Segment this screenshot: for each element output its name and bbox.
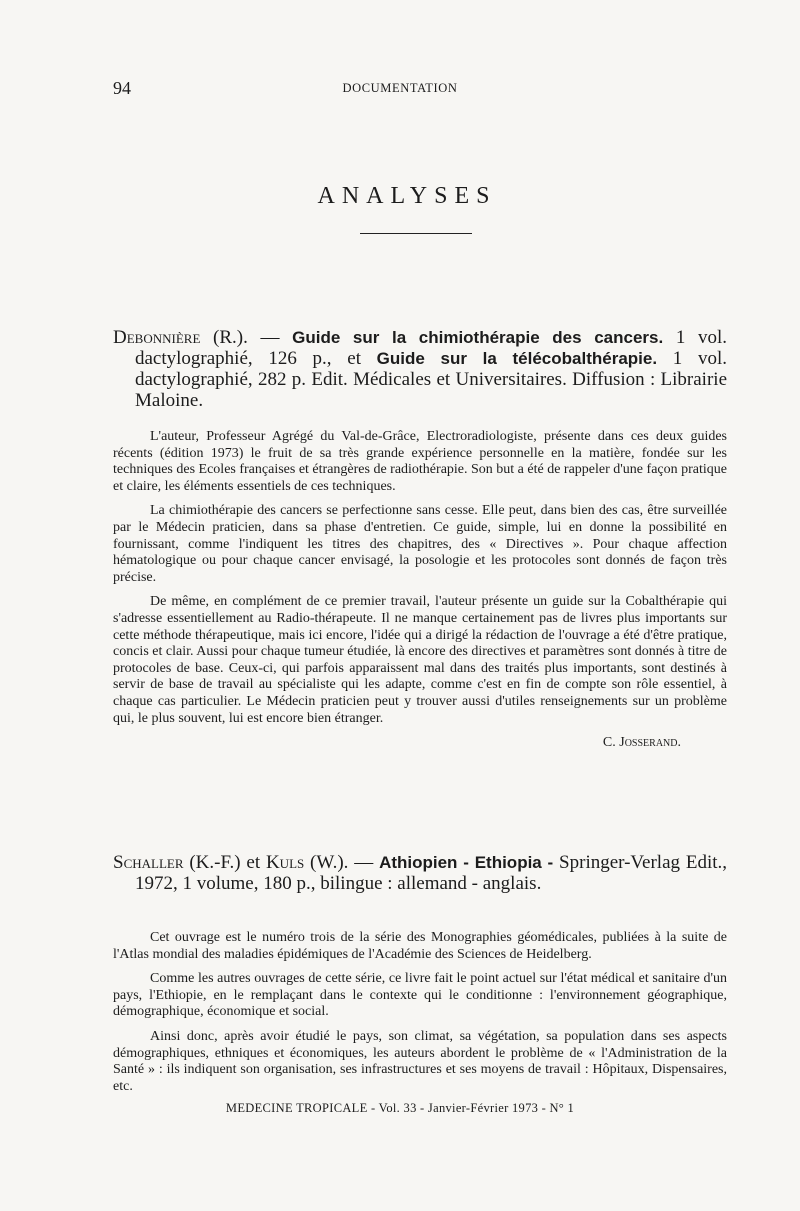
- review-paragraph: La chimiothérapie des cancers se perfectionne sans cesse. Elle peut, dans bien des cas, être surveillée par le Médecin praticien, dans sa phase d'entretien. Ce guide, simple, lui en donne la possibilité en fournissant, comme l'indiquent les titres des chapitres, des « Directives ». Pour chaque affection hématologique ou pour chaque cancer envisagé, la posologie et les protocoles sont donnés de façon très précise.: [113, 503, 727, 585]
- book-title: Guide sur la télécobalthérapie.: [376, 349, 658, 368]
- review-author: Debonnière: [113, 327, 201, 348]
- review-debonniere: [113, 327, 727, 751]
- review-heading: [113, 327, 727, 411]
- page-footer: MEDECINE TROPICALE - Vol. 33 - Janvier-Février 1973 - N° 1: [225, 1101, 575, 1115]
- review-paragraph: Cet ouvrage est le numéro trois de la série des Monographies géomédicales, publiées à la suite de l'Atlas mondial des maladies épidémiques de l'Académie des Sciences de Heidelberg.: [113, 930, 727, 962]
- publication-info: 1 vol. dactylographié, 126 p., et: [135, 327, 728, 369]
- publication-info: Springer-Verlag Edit., 1972, 1 volume, 180 p., bilingue : allemand - anglais.: [135, 852, 728, 894]
- page-number: 94: [113, 78, 131, 98]
- review-heading: [113, 852, 727, 894]
- book-title: Athiopien - Ethiopia -: [379, 853, 554, 872]
- review-author: Schaller: [113, 852, 184, 873]
- running-title: DOCUMENTATION: [342, 81, 458, 95]
- review-paragraph: Ainsi donc, après avoir étudié le pays, son climat, sa végétation, sa population dans ses aspects démographiques, ethniques et économiques, les auteurs abordent le problème de « l'Administration de la Santé » : ils indiquent son organisation, ses infrastructures et ses moyens de travail : Hôpitaux, Dispensaires, etc.: [113, 1028, 727, 1094]
- publication-info: 1 vol. dactylographié, 282 p. Edit. Médicales et Universitaires. Diffusion : Librairie Maloine.: [135, 348, 727, 411]
- author-initials: (W.). —: [304, 852, 380, 873]
- signature-initial: C.: [602, 735, 620, 751]
- book-title: Guide sur la chimiothérapie des cancers.: [292, 328, 664, 347]
- reviewer-signature: [113, 735, 727, 751]
- review-paragraph: De même, en complément de ce premier travail, l'auteur présente un guide sur la Cobalthérapie qui s'adresse essentiellement au Radio-thérapeute. Il ne manque certainement pas de livres plus importants sur cette méthode thérapeutique, mais ici encore, l'idée qui a dirigé la rédaction de l'ouvrage a été d'être pratique, concis et clair. Aussi pour chaque tumeur étudiée, là encore des directives et paramètres sont donnés à titre de protocoles de base. Ceux-ci, qui parfois apparaissent mal dans des traités plus importants, sont destinés à servir de base de travail au spécialiste qui les adapte, comme c'est en fin de compte son rôle essentiel, à chaque cas particulier. Le Médecin praticien peut y trouver aussi d'utiles renseignements sur un problème qui, le plus souvent, lui est encore bien étranger.: [113, 594, 727, 726]
- section-title: ANALYSES: [317, 183, 497, 209]
- review-paragraph: L'auteur, Professeur Agrégé du Val-de-Grâce, Electroradiologiste, présente dans ces deux guides récents (édition 1973) le fruit de sa très grande expérience personnelle en la matière, fondée sur les techniques des Ecoles françaises et étrangères de radiothérapie. Son but a été de rappeler d'une façon pratique et claire, les éléments essentiels de ces techniques.: [113, 429, 727, 494]
- review-paragraph: Comme les autres ouvrages de cette série, ce livre fait le point actuel sur l'état médical et sanitaire d'un pays, l'Ethiopie, en le remplaçant dans le contexte qui le conditionne : l'environnement géographique, démographique, économique et social.: [113, 971, 727, 1020]
- review-schaller-kuls: [113, 852, 727, 1103]
- author-initials: (K.-F.) et: [183, 852, 266, 873]
- review-body: [113, 429, 727, 727]
- page-header: [113, 78, 687, 100]
- review-body: [113, 930, 727, 1095]
- title-rule: [360, 233, 472, 234]
- author-initials: (R.). —: [200, 327, 293, 348]
- review-author: Kuls: [265, 852, 305, 873]
- signature-name: Josserand.: [619, 735, 681, 751]
